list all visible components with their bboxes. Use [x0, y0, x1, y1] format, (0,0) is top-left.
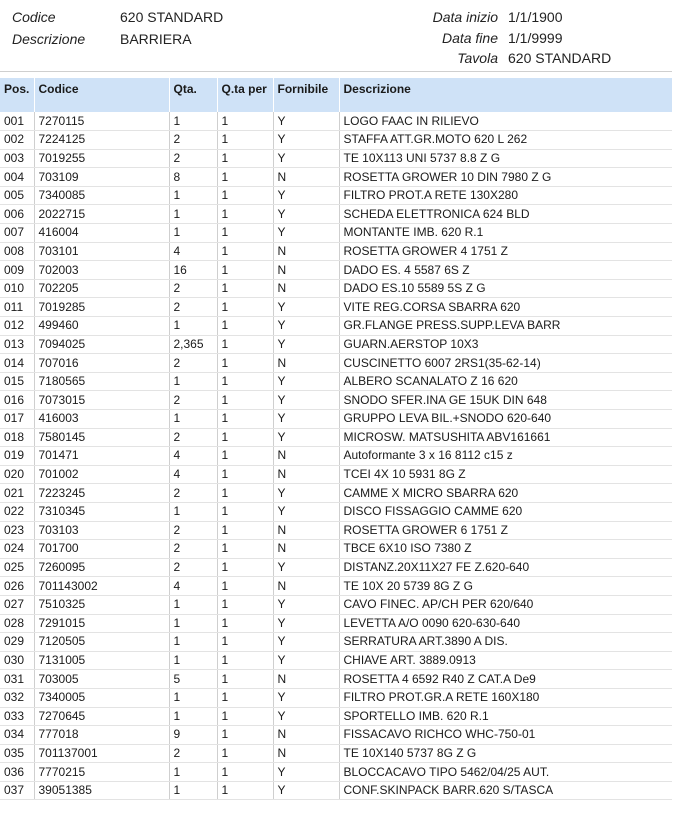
col-descrizione-cell: SCHEDA ELETTRONICA 624 BLD	[339, 205, 672, 224]
col-fornibile-cell: Y	[273, 410, 339, 429]
col-fornibile-cell: Y	[273, 224, 339, 243]
col-qta-per-cell: 1	[217, 670, 273, 689]
col-qta-per-cell: 1	[217, 577, 273, 596]
col-descrizione-cell: BLOCCACAVO TIPO 5462/04/25 AUT.	[339, 763, 672, 782]
col-qta-cell: 4	[169, 465, 217, 484]
col-qta-per-cell: 1	[217, 186, 273, 205]
table-row	[0, 410, 672, 429]
col-codice-cell: 416003	[34, 410, 169, 429]
table-body	[0, 112, 672, 800]
col-fornibile-cell: Y	[273, 484, 339, 503]
col-fornibile-cell: Y	[273, 595, 339, 614]
table-row	[0, 502, 672, 521]
col-fornibile-cell: Y	[273, 131, 339, 150]
col-qta-per-cell: 1	[217, 726, 273, 745]
col-qta-per-cell: 1	[217, 633, 273, 652]
col-fornibile-cell: Y	[273, 651, 339, 670]
col-fornibile-cell: Y	[273, 763, 339, 782]
col-fornibile-cell: Y	[273, 614, 339, 633]
col-codice-cell: 701002	[34, 465, 169, 484]
col-pos-cell: 030	[0, 651, 34, 670]
col-descrizione-cell: TE 10X113 UNI 5737 8.8 Z G	[339, 149, 672, 168]
col-pos-cell: 001	[0, 112, 34, 131]
data-fine-label: Data fine	[441, 30, 498, 46]
col-qta-cell: 2	[169, 298, 217, 317]
col-qta-per-cell: 1	[217, 298, 273, 317]
col-descrizione-cell: GR.FLANGE PRESS.SUPP.LEVA BARR	[339, 317, 672, 336]
col-codice-cell: 7073015	[34, 391, 169, 410]
col-qta-per-cell: 1	[217, 688, 273, 707]
col-descrizione-cell: VITE REG.CORSA SBARRA 620	[339, 298, 672, 317]
col-qta-per-cell: 1	[217, 540, 273, 559]
col-pos-cell: 003	[0, 149, 34, 168]
col-descrizione-cell: LEVETTA A/O 0090 620-630-640	[339, 614, 672, 633]
col-qta-per-cell: 1	[217, 447, 273, 466]
table-row	[0, 744, 672, 763]
col-pos-cell: 027	[0, 595, 34, 614]
col-descrizione-cell: ROSETTA GROWER 6 1751 Z	[339, 521, 672, 540]
col-descrizione-cell: SPORTELLO IMB. 620 R.1	[339, 707, 672, 726]
col-fornibile-cell: Y	[273, 502, 339, 521]
col-codice-cell: 701143002	[34, 577, 169, 596]
codice-label: Codice	[12, 9, 56, 25]
col-codice-cell: 707016	[34, 354, 169, 373]
col-descrizione-cell: MONTANTE IMB. 620 R.1	[339, 224, 672, 243]
table-row	[0, 298, 672, 317]
col-pos-cell: 031	[0, 670, 34, 689]
col-pos-cell: 002	[0, 131, 34, 150]
col-pos-cell: 024	[0, 540, 34, 559]
col-codice-cell: 701700	[34, 540, 169, 559]
col-pos-cell: 035	[0, 744, 34, 763]
col-fornibile-cell: N	[273, 540, 339, 559]
col-qta-cell: 1	[169, 205, 217, 224]
col-qta-cell: 2	[169, 131, 217, 150]
col-fornibile-cell: N	[273, 577, 339, 596]
col-fornibile-cell: Y	[273, 112, 339, 131]
table-row	[0, 354, 672, 373]
col-codice-cell: 39051385	[34, 781, 169, 800]
col-qta-per-cell: 1	[217, 614, 273, 633]
parts-table	[0, 78, 673, 800]
tavola-label: Tavola	[457, 50, 498, 66]
table-row	[0, 763, 672, 782]
col-descrizione-cell: ROSETTA 4 6592 R40 Z CAT.A De9	[339, 670, 672, 689]
col-qta-per-cell: 1	[217, 205, 273, 224]
col-descrizione-cell: TE 10X140 5737 8G Z G	[339, 744, 672, 763]
col-pos-cell: 008	[0, 242, 34, 261]
col-qta-per-cell: 1	[217, 465, 273, 484]
col-qta-cell: 1	[169, 224, 217, 243]
col-qta-cell: 1	[169, 372, 217, 391]
col-descrizione-cell: CHIAVE ART. 3889.0913	[339, 651, 672, 670]
col-qta-per-cell: 1	[217, 261, 273, 280]
col-pos-cell: 037	[0, 781, 34, 800]
table-row	[0, 781, 672, 800]
col-qta-cell: 2	[169, 428, 217, 447]
col-qta-cell: 1	[169, 595, 217, 614]
col-qta-cell: 2	[169, 354, 217, 373]
col-qta-per-cell: 1	[217, 428, 273, 447]
col-qta-per-cell: 1	[217, 242, 273, 261]
col-qta-per-cell: 1	[217, 372, 273, 391]
col-pos-cell: 015	[0, 372, 34, 391]
col-pos-header: Pos.	[0, 78, 34, 112]
col-codice-cell: 703109	[34, 168, 169, 187]
col-codice-cell: 701471	[34, 447, 169, 466]
col-codice-cell: 7340085	[34, 186, 169, 205]
col-pos-cell: 033	[0, 707, 34, 726]
table-row	[0, 317, 672, 336]
col-qta-per-cell: 1	[217, 354, 273, 373]
col-qta-header: Qta.	[169, 78, 217, 112]
table-header	[0, 78, 672, 112]
col-descrizione-cell: CUSCINETTO 6007 2RS1(35-62-14)	[339, 354, 672, 373]
col-qta-per-cell: 1	[217, 335, 273, 354]
table-row	[0, 279, 672, 298]
col-qta-cell: 2	[169, 484, 217, 503]
col-pos-cell: 021	[0, 484, 34, 503]
col-qta-cell: 1	[169, 781, 217, 800]
col-qta-cell: 2	[169, 279, 217, 298]
col-codice-cell: 703005	[34, 670, 169, 689]
col-fornibile-cell: N	[273, 242, 339, 261]
descrizione-label: Descrizione	[12, 31, 86, 47]
col-fornibile-cell: N	[273, 279, 339, 298]
table-row	[0, 595, 672, 614]
col-fornibile-cell: Y	[273, 372, 339, 391]
col-descrizione-cell: CAMME X MICRO SBARRA 620	[339, 484, 672, 503]
descrizione-value: BARRIERA	[120, 31, 192, 47]
table-row	[0, 633, 672, 652]
col-qta-per-cell: 1	[217, 558, 273, 577]
col-qta-per-cell: 1	[217, 279, 273, 298]
col-codice-cell: 701137001	[34, 744, 169, 763]
col-codice-cell: 7270115	[34, 112, 169, 131]
col-qta-per-cell: 1	[217, 521, 273, 540]
col-pos-cell: 032	[0, 688, 34, 707]
table-header-row	[0, 78, 672, 112]
table-row	[0, 428, 672, 447]
col-fornibile-cell: Y	[273, 558, 339, 577]
col-qta-cell: 9	[169, 726, 217, 745]
col-codice-cell: 702205	[34, 279, 169, 298]
data-inizio-label: Data inizio	[432, 9, 498, 25]
col-descrizione-cell: DISCO FISSAGGIO CAMME 620	[339, 502, 672, 521]
col-fornibile-header: Fornibile	[273, 78, 339, 112]
codice-value: 620 STANDARD	[120, 9, 224, 25]
col-fornibile-cell: N	[273, 521, 339, 540]
col-qta-per-cell: 1	[217, 224, 273, 243]
col-fornibile-cell: Y	[273, 335, 339, 354]
col-descrizione-cell: CAVO FINEC. AP/CH PER 620/640	[339, 595, 672, 614]
table-row	[0, 242, 672, 261]
col-qta-cell: 2	[169, 521, 217, 540]
col-pos-cell: 012	[0, 317, 34, 336]
col-pos-cell: 014	[0, 354, 34, 373]
col-codice-cell: 7120505	[34, 633, 169, 652]
table-row	[0, 131, 672, 150]
data-inizio-value: 1/1/1900	[508, 9, 563, 25]
col-pos-cell: 022	[0, 502, 34, 521]
table-row	[0, 614, 672, 633]
col-pos-cell: 029	[0, 633, 34, 652]
col-pos-cell: 010	[0, 279, 34, 298]
tavola-value: 620 STANDARD	[508, 50, 612, 66]
col-fornibile-cell: N	[273, 726, 339, 745]
col-descrizione-cell: CONF.SKINPACK BARR.620 S/TASCA	[339, 781, 672, 800]
col-descrizione-cell: ALBERO SCANALATO Z 16 620	[339, 372, 672, 391]
col-descrizione-cell: ROSETTA GROWER 10 DIN 7980 Z G	[339, 168, 672, 187]
col-pos-cell: 036	[0, 763, 34, 782]
table-row	[0, 224, 672, 243]
col-codice-cell: 7019255	[34, 149, 169, 168]
col-qta-cell: 1	[169, 688, 217, 707]
col-codice-cell: 7094025	[34, 335, 169, 354]
col-pos-cell: 009	[0, 261, 34, 280]
col-descrizione-cell: TBCE 6X10 ISO 7380 Z	[339, 540, 672, 559]
col-pos-cell: 020	[0, 465, 34, 484]
col-qta-per-cell: 1	[217, 781, 273, 800]
col-qta-per-cell: 1	[217, 763, 273, 782]
col-codice-cell: 7180565	[34, 372, 169, 391]
col-qta-cell: 1	[169, 410, 217, 429]
col-codice-cell: 703103	[34, 521, 169, 540]
col-qta-per-cell: 1	[217, 168, 273, 187]
col-descrizione-cell: ROSETTA GROWER 4 1751 Z	[339, 242, 672, 261]
col-qta-cell: 1	[169, 112, 217, 131]
col-qta-cell: 2	[169, 540, 217, 559]
col-pos-cell: 023	[0, 521, 34, 540]
data-fine-value: 1/1/9999	[508, 30, 563, 46]
col-pos-cell: 019	[0, 447, 34, 466]
col-descrizione-cell: SNODO SFER.INA GE 15UK DIN 648	[339, 391, 672, 410]
col-qta-cell: 2	[169, 391, 217, 410]
col-qta-cell: 1	[169, 633, 217, 652]
table-row	[0, 465, 672, 484]
col-descrizione-header: Descrizione	[339, 78, 672, 112]
col-pos-cell: 016	[0, 391, 34, 410]
col-qta-cell: 16	[169, 261, 217, 280]
col-codice-cell: 7270645	[34, 707, 169, 726]
col-descrizione-cell: FISSACAVO RICHCO WHC-750-01	[339, 726, 672, 745]
col-qta-cell: 8	[169, 168, 217, 187]
col-qta-per-cell: 1	[217, 502, 273, 521]
table-row	[0, 168, 672, 187]
col-qta-per-cell: 1	[217, 484, 273, 503]
col-qta-per-cell: 1	[217, 131, 273, 150]
col-qta-cell: 1	[169, 763, 217, 782]
col-fornibile-cell: Y	[273, 707, 339, 726]
col-pos-cell: 017	[0, 410, 34, 429]
table-row	[0, 484, 672, 503]
col-codice-cell: 7340005	[34, 688, 169, 707]
table-row	[0, 112, 672, 131]
col-qta-per-cell: 1	[217, 410, 273, 429]
col-pos-cell: 013	[0, 335, 34, 354]
table-row	[0, 558, 672, 577]
col-pos-cell: 006	[0, 205, 34, 224]
col-qta-cell: 4	[169, 242, 217, 261]
table-row	[0, 261, 672, 280]
col-pos-cell: 004	[0, 168, 34, 187]
table-row	[0, 726, 672, 745]
col-pos-cell: 005	[0, 186, 34, 205]
col-descrizione-cell: Autoformante 3 x 16 8112 c15 z	[339, 447, 672, 466]
col-fornibile-cell: N	[273, 465, 339, 484]
col-qta-cell: 1	[169, 614, 217, 633]
col-qta-per-cell: 1	[217, 149, 273, 168]
col-fornibile-cell: N	[273, 354, 339, 373]
parts-table-container	[0, 78, 672, 800]
col-fornibile-cell: N	[273, 447, 339, 466]
col-descrizione-cell: GUARN.AERSTOP 10X3	[339, 335, 672, 354]
col-codice-cell: 7770215	[34, 763, 169, 782]
col-qta-cell: 2,365	[169, 335, 217, 354]
table-row	[0, 372, 672, 391]
table-row	[0, 670, 672, 689]
table-row	[0, 391, 672, 410]
table-row	[0, 521, 672, 540]
col-codice-cell: 702003	[34, 261, 169, 280]
col-codice-header: Codice	[34, 78, 169, 112]
table-row	[0, 540, 672, 559]
col-fornibile-cell: N	[273, 168, 339, 187]
table-row	[0, 335, 672, 354]
col-pos-cell: 007	[0, 224, 34, 243]
col-descrizione-cell: DADO ES.10 5589 5S Z G	[339, 279, 672, 298]
col-fornibile-cell: Y	[273, 781, 339, 800]
col-fornibile-cell: Y	[273, 317, 339, 336]
col-pos-cell: 025	[0, 558, 34, 577]
col-codice-cell: 7131005	[34, 651, 169, 670]
col-pos-cell: 028	[0, 614, 34, 633]
col-codice-cell: 416004	[34, 224, 169, 243]
table-row	[0, 149, 672, 168]
col-descrizione-cell: DADO ES. 4 5587 6S Z	[339, 261, 672, 280]
col-fornibile-cell: N	[273, 261, 339, 280]
col-qta-per-cell: 1	[217, 595, 273, 614]
table-row	[0, 577, 672, 596]
col-descrizione-cell: STAFFA ATT.GR.MOTO 620 L 262	[339, 131, 672, 150]
col-fornibile-cell: Y	[273, 428, 339, 447]
col-descrizione-cell: TCEI 4X 10 5931 8G Z	[339, 465, 672, 484]
header-panel	[0, 0, 672, 72]
col-descrizione-cell: LOGO FAAC IN RILIEVO	[339, 112, 672, 131]
col-fornibile-cell: Y	[273, 149, 339, 168]
col-fornibile-cell: Y	[273, 186, 339, 205]
col-descrizione-cell: FILTRO PROT.GR.A RETE 160X180	[339, 688, 672, 707]
col-qta-per-cell: 1	[217, 651, 273, 670]
col-descrizione-cell: FILTRO PROT.A RETE 130X280	[339, 186, 672, 205]
col-qta-cell: 4	[169, 577, 217, 596]
col-codice-cell: 7224125	[34, 131, 169, 150]
col-qta-cell: 1	[169, 317, 217, 336]
col-codice-cell: 7510325	[34, 595, 169, 614]
col-codice-cell: 7310345	[34, 502, 169, 521]
col-qta-cell: 2	[169, 149, 217, 168]
table-row	[0, 707, 672, 726]
col-codice-cell: 7223245	[34, 484, 169, 503]
col-qta-cell: 1	[169, 186, 217, 205]
col-qta-per-header: Q.ta per	[217, 78, 273, 112]
table-row	[0, 688, 672, 707]
col-descrizione-cell: TE 10X 20 5739 8G Z G	[339, 577, 672, 596]
col-codice-cell: 2022715	[34, 205, 169, 224]
col-pos-cell: 026	[0, 577, 34, 596]
table-row	[0, 651, 672, 670]
col-codice-cell: 7019285	[34, 298, 169, 317]
col-descrizione-cell: GRUPPO LEVA BIL.+SNODO 620-640	[339, 410, 672, 429]
col-qta-per-cell: 1	[217, 707, 273, 726]
col-qta-cell: 1	[169, 502, 217, 521]
col-codice-cell: 7580145	[34, 428, 169, 447]
col-pos-cell: 034	[0, 726, 34, 745]
col-codice-cell: 7291015	[34, 614, 169, 633]
col-codice-cell: 777018	[34, 726, 169, 745]
col-codice-cell: 499460	[34, 317, 169, 336]
col-qta-cell: 1	[169, 651, 217, 670]
col-qta-cell: 2	[169, 744, 217, 763]
col-fornibile-cell: Y	[273, 633, 339, 652]
col-qta-cell: 1	[169, 707, 217, 726]
col-qta-per-cell: 1	[217, 317, 273, 336]
col-qta-cell: 5	[169, 670, 217, 689]
col-fornibile-cell: N	[273, 670, 339, 689]
col-fornibile-cell: Y	[273, 688, 339, 707]
col-pos-cell: 018	[0, 428, 34, 447]
col-qta-per-cell: 1	[217, 744, 273, 763]
col-fornibile-cell: Y	[273, 391, 339, 410]
col-qta-per-cell: 1	[217, 391, 273, 410]
col-codice-cell: 703101	[34, 242, 169, 261]
col-codice-cell: 7260095	[34, 558, 169, 577]
col-qta-cell: 4	[169, 447, 217, 466]
col-fornibile-cell: Y	[273, 205, 339, 224]
col-qta-cell: 2	[169, 558, 217, 577]
table-row	[0, 447, 672, 466]
table-row	[0, 186, 672, 205]
col-fornibile-cell: Y	[273, 298, 339, 317]
col-descrizione-cell: SERRATURA ART.3890 A DIS.	[339, 633, 672, 652]
table-row	[0, 205, 672, 224]
col-pos-cell: 011	[0, 298, 34, 317]
col-fornibile-cell: N	[273, 744, 339, 763]
col-descrizione-cell: MICROSW. MATSUSHITA ABV161661	[339, 428, 672, 447]
col-qta-per-cell: 1	[217, 112, 273, 131]
col-descrizione-cell: DISTANZ.20X11X27 FE Z.620-640	[339, 558, 672, 577]
